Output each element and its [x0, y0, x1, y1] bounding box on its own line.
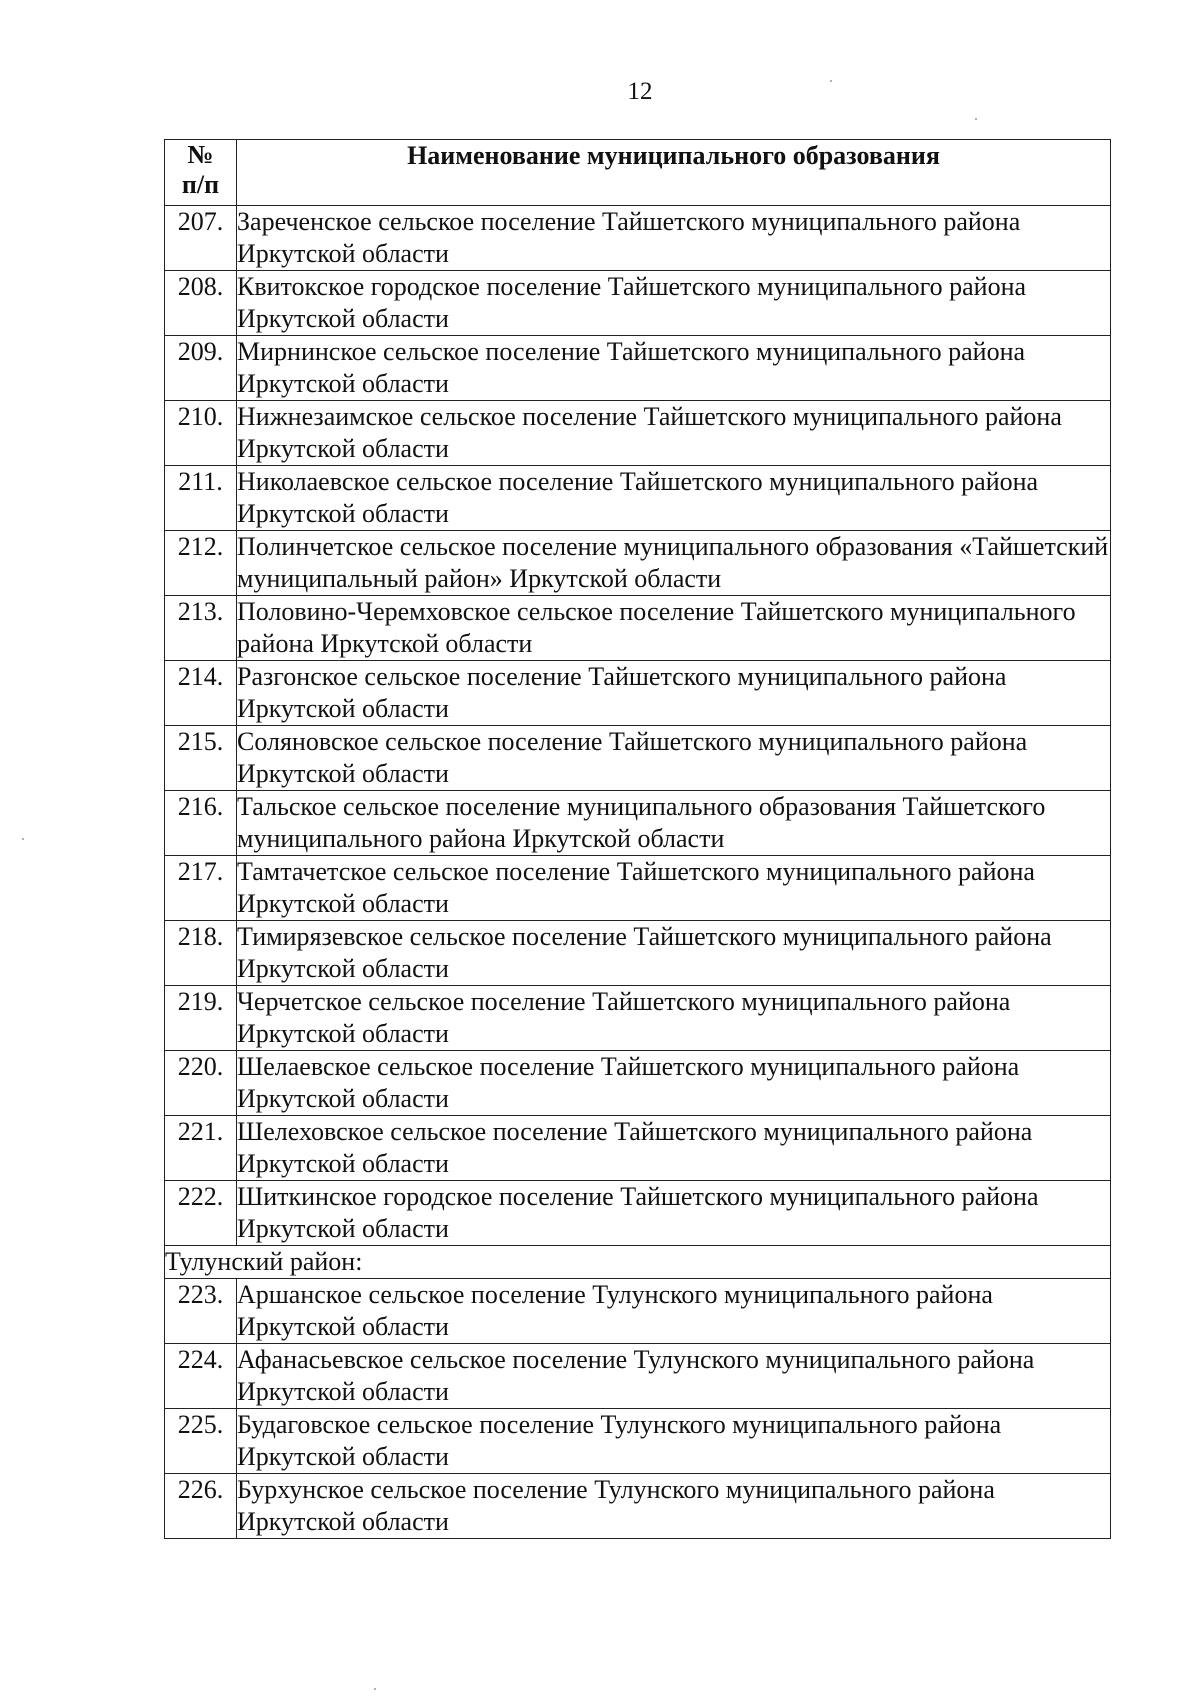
municipality-name: Соляновское сельское поселение Тайшетского муниципального района Иркутской области: [237, 726, 1111, 791]
municipality-name: Тимирязевское сельское поселение Тайшетского муниципального района Иркутской области: [237, 921, 1111, 986]
municipality-name: Квитокское городское поселение Тайшетского муниципального района Иркутской области: [237, 271, 1111, 336]
row-number: 215.: [165, 726, 237, 791]
table-row: [165, 1116, 1111, 1181]
section-row: [165, 1246, 1111, 1279]
table-row: [165, 986, 1111, 1051]
table-row: [165, 206, 1111, 271]
table-row: [165, 1181, 1111, 1246]
row-number: 218.: [165, 921, 237, 986]
table-row: [165, 1051, 1111, 1116]
table-row: [165, 466, 1111, 531]
table-row: [165, 1474, 1111, 1539]
table-row: [165, 531, 1111, 596]
table-header-row: [165, 140, 1111, 206]
header-name-cell: Наименование муниципального образования: [237, 140, 1111, 206]
municipality-name: Зареченское сельское поселение Тайшетского муниципального района Иркутской области: [237, 206, 1111, 271]
table-row: [165, 921, 1111, 986]
table-row: [165, 791, 1111, 856]
scan-speck: [374, 1688, 376, 1690]
table-row: [165, 726, 1111, 791]
row-number: 209.: [165, 336, 237, 401]
row-number: 224.: [165, 1344, 237, 1409]
table-row: [165, 1279, 1111, 1344]
municipality-name: Нижнезаимское сельское поселение Тайшетского муниципального района Иркутской области: [237, 401, 1111, 466]
row-number: 221.: [165, 1116, 237, 1181]
header-number-cell: [165, 140, 237, 206]
scan-speck: [830, 80, 832, 82]
row-number: 207.: [165, 206, 237, 271]
row-number: 210.: [165, 401, 237, 466]
table-row: [165, 1409, 1111, 1474]
municipality-name: Черчетское сельское поселение Тайшетского муниципального района Иркутской области: [237, 986, 1111, 1051]
municipality-name: Тамтачетское сельское поселение Тайшетского муниципального района Иркутской области: [237, 856, 1111, 921]
page-number: 12: [627, 78, 653, 105]
row-number: 220.: [165, 1051, 237, 1116]
section-label-tulun: Тулунский район:: [165, 1246, 1111, 1279]
municipality-name: Афанасьевское сельское поселение Тулунского муниципального района Иркутской области: [237, 1344, 1111, 1409]
row-number: 226.: [165, 1474, 237, 1539]
row-number: 222.: [165, 1181, 237, 1246]
row-number: 217.: [165, 856, 237, 921]
municipality-name: Разгонское сельское поселение Тайшетского муниципального района Иркутской области: [237, 661, 1111, 726]
row-number: 225.: [165, 1409, 237, 1474]
table-row: [165, 596, 1111, 661]
municipality-name: Будаговское сельское поселение Тулунского муниципального района Иркутской области: [237, 1409, 1111, 1474]
scan-speck: [22, 838, 24, 840]
municipality-name: Шелаевское сельское поселение Тайшетского муниципального района Иркутской области: [237, 1051, 1111, 1116]
table-row: [165, 336, 1111, 401]
scan-speck: [975, 118, 977, 120]
row-number: 213.: [165, 596, 237, 661]
table-row: [165, 271, 1111, 336]
municipality-name: Аршанское сельское поселение Тулунского муниципального района Иркутской области: [237, 1279, 1111, 1344]
table-row: [165, 661, 1111, 726]
row-number: 211.: [165, 466, 237, 531]
table-row: [165, 856, 1111, 921]
row-number: 212.: [165, 531, 237, 596]
row-number: 214.: [165, 661, 237, 726]
municipality-name: Половино-Черемховское сельское поселение Тайшетского муниципального района Иркутской области: [237, 596, 1111, 661]
header-number-abbr: п/п: [181, 170, 220, 199]
municipality-name: Тальское сельское поселение муниципального образования Тайшетского муниципального района Иркутской области: [237, 791, 1111, 856]
row-number: 223.: [165, 1279, 237, 1344]
municipality-name: Полинчетское сельское поселение муниципального образования «Тайшетский муниципальный район» Иркутской области: [237, 531, 1111, 596]
municipality-name: Бурхунское сельское поселение Тулунского муниципального района Иркутской области: [237, 1474, 1111, 1539]
municipality-name: Шиткинское городское поселение Тайшетского муниципального района Иркутской области: [237, 1181, 1111, 1246]
table-row: [165, 401, 1111, 466]
municipality-name: Шелеховское сельское поселение Тайшетского муниципального района Иркутской области: [237, 1116, 1111, 1181]
table-row: [165, 1344, 1111, 1409]
row-number: 219.: [165, 986, 237, 1051]
municipality-name: Николаевское сельское поселение Тайшетского муниципального района Иркутской области: [237, 466, 1111, 531]
row-number: 216.: [165, 791, 237, 856]
row-number: 208.: [165, 271, 237, 336]
municipality-table: [164, 139, 1111, 1539]
header-number-symbol: №: [187, 140, 214, 169]
municipality-name: Мирнинское сельское поселение Тайшетского муниципального района Иркутской области: [237, 336, 1111, 401]
